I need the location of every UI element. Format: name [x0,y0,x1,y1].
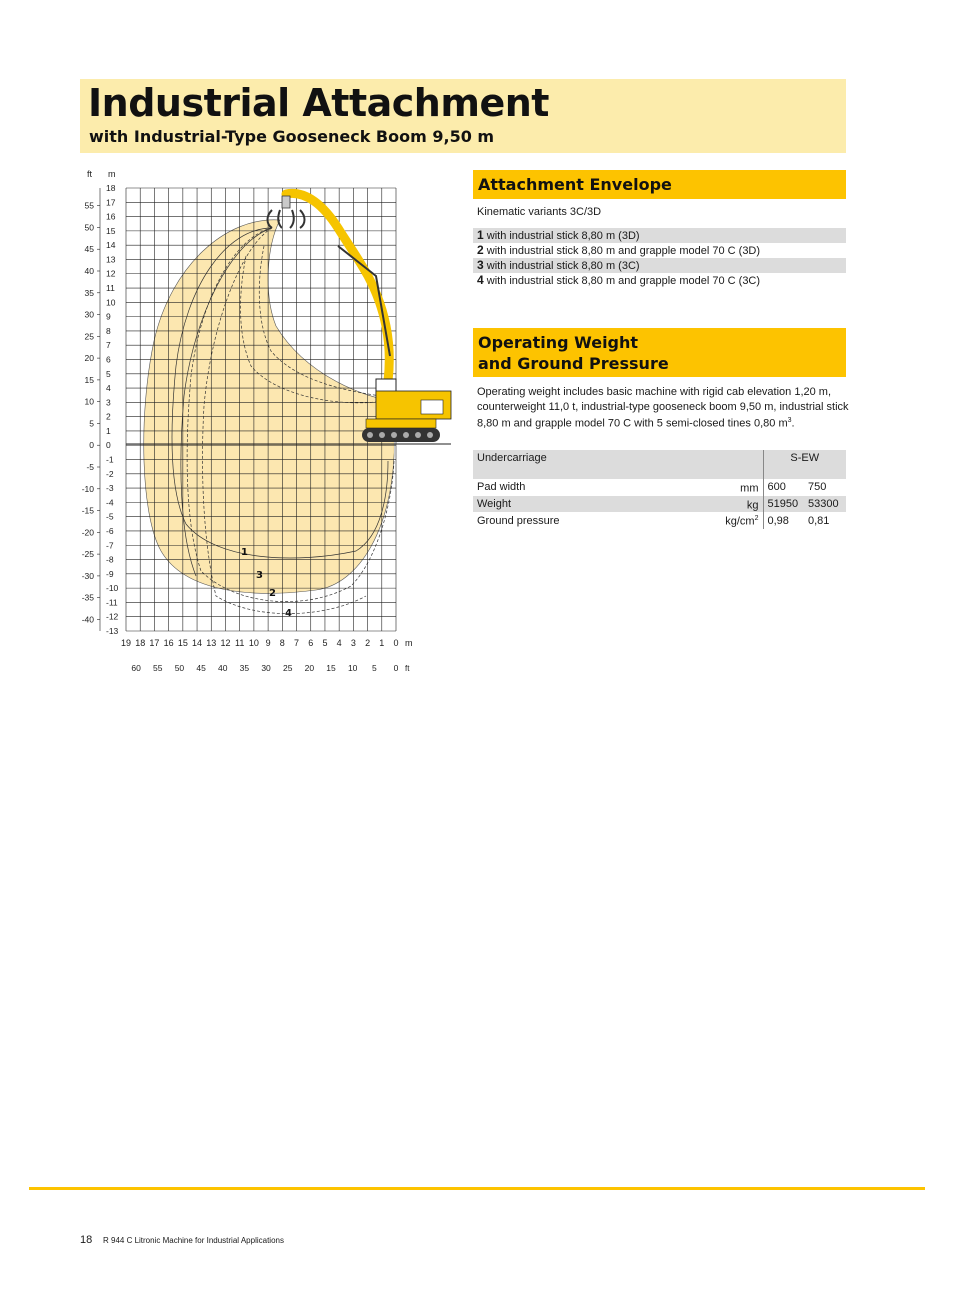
kinematic-variants-note: Kinematic variants 3C/3D [477,206,602,218]
y-tick-label-m: 10 [106,297,116,308]
y-tick-label-ft: 15 [84,374,94,385]
page-subtitle: with Industrial-Type Gooseneck Boom 9,50 m [89,127,495,146]
x-tick-label-m: 8 [279,638,285,648]
y-tick-label-ft: -30 [81,570,94,581]
y-tick-label-m: -12 [106,611,119,622]
x-tick-label-m: 6 [308,638,314,648]
curve-label-2: 2 [269,588,276,599]
table-header-row: Undercarriage S-EW [473,450,846,479]
list-item: 1 with industrial stick 8,80 m (3D) [473,228,846,243]
y-tick-label-m: 4 [106,383,111,394]
x-tick-label-ft: 40 [218,663,228,673]
x-tick-label-m: 15 [177,638,188,648]
unit-label-m-left: m [108,169,116,179]
x-tick-label-m: 11 [235,638,245,648]
x-tick-label-m: 0 [393,638,399,648]
y-tick-label-m: -11 [106,597,118,608]
x-tick-label-ft: 50 [174,663,185,673]
y-tick-label-ft: 10 [84,396,94,407]
y-tick-label-ft: 20 [84,353,94,364]
y-tick-label-m: -5 [106,511,114,522]
title-band [80,79,846,153]
x-tick-label-m: 1 [379,638,385,648]
x-tick-label-m: 12 [220,638,231,648]
x-tick-label-m: 13 [206,638,217,648]
x-tick-label-m: 7 [294,638,300,648]
y-tick-label-m: 3 [106,397,111,408]
x-tick-label-m: 14 [192,638,203,648]
y-tick-label-ft: -5 [86,462,94,473]
y-tick-label-ft: 50 [84,222,94,233]
page-number: 18 [80,1234,93,1246]
attachment-envelope-heading: Attachment Envelope [473,170,846,199]
y-tick-label-m: 2 [106,411,111,422]
y-tick-label-m: 16 [106,211,116,222]
y-tick-label-m: -9 [106,568,114,579]
x-tick-label-m: 5 [322,638,328,648]
y-tick-label-m: 14 [106,240,116,251]
table-row: Pad width mm 600 750 [473,479,846,496]
y-tick-label-ft: -10 [81,483,94,494]
x-tick-label-m: 4 [336,638,342,648]
y-tick-label-ft: 5 [89,418,94,429]
y-tick-label-m: -2 [106,468,114,479]
y-tick-label-ft: 30 [84,309,94,320]
y-tick-label-ft: -25 [81,549,94,560]
y-axis-meters [106,183,119,636]
x-tick-label-ft: 0 [393,663,399,673]
y-tick-label-m: 13 [106,254,116,265]
x-tick-label-ft: 10 [347,663,358,673]
y-tick-label-ft: -20 [81,527,94,538]
x-tick-label-ft: 15 [326,663,336,673]
list-item: 2 with industrial stick 8,80 m and grapple model 70 C (3D) [477,243,761,257]
y-axis-feet [82,188,100,631]
y-tick-label-m: -4 [106,497,114,508]
y-tick-label-ft: 55 [84,200,94,211]
y-tick-label-m: 12 [106,268,116,279]
operating-weight-heading: Operating Weight and Ground Pressure [473,328,846,377]
x-tick-label-m: 2 [365,638,371,648]
x-tick-label-ft: 45 [196,663,206,673]
y-tick-label-ft: -35 [81,592,94,603]
reach-envelope [144,220,394,594]
x-tick-label-ft: 20 [304,663,315,673]
x-tick-label-ft: 25 [282,663,293,673]
y-tick-label-m: -6 [106,525,114,536]
y-tick-label-m: 15 [106,225,116,236]
footer-rule [29,1187,925,1190]
y-tick-label-ft: -15 [81,505,94,516]
y-tick-label-m: 11 [106,283,115,294]
table-row: Ground pressure $kg/cm^2$ 0,98 0,81 [473,512,846,529]
x-tick-label-m: 10 [248,638,259,648]
y-tick-label-ft: 40 [84,265,94,276]
x-tick-label-ft: 35 [239,663,250,673]
y-tick-label-m: -7 [106,540,114,551]
x-tick-label-ft: 30 [261,663,271,673]
x-tick-label-ft: 55 [153,663,163,673]
list-item: 4 with industrial stick 8,80 m and grapple model 70 C (3C) [477,273,761,287]
y-tick-label-m: -13 [106,626,119,636]
x-tick-label-m: 17 [149,638,160,648]
unit-label-m-bottom: m [405,638,413,648]
y-tick-label-ft: 35 [84,287,94,298]
y-tick-label-ft: 0 [89,440,94,451]
y-tick-label-m: 1 [106,425,111,436]
attachment-variants-list [473,228,846,288]
working-range-diagram [76,166,456,681]
x-axis-feet [131,663,398,673]
x-tick-label-ft: 60 [131,663,141,673]
operating-weight-description: Operating weight includes basic machine with rigid cab elevation 1,20 m, counterweight 11,0 t, industrial-type gooseneck boom 9,50 m, industrial stick 8,80 m and grapple model 70 C with 5 semi-closed tines 0,80 $m^3$. [477,386,849,430]
y-tick-label-m: 5 [106,368,111,379]
y-tick-label-m: 7 [106,340,111,351]
x-axis-meters [121,638,399,648]
unit-label-ft-left: ft [87,169,93,179]
y-tick-label-m: 17 [106,197,116,208]
curve-label-4: 4 [285,608,292,619]
y-tick-label-m: 18 [106,183,116,193]
y-tick-label-m: 6 [106,354,111,365]
ground-pressure-table [473,450,846,529]
page-title: Industrial Attachment [88,81,549,125]
y-tick-label-ft: 25 [84,331,94,342]
y-tick-label-m: 9 [106,311,111,322]
y-tick-label-m: 8 [106,325,111,336]
x-tick-label-m: 16 [163,638,174,648]
x-tick-label-m: 9 [265,638,271,648]
y-tick-label-m: -10 [106,583,119,594]
x-tick-label-ft: 5 [371,663,377,673]
unit-label-ft-bottom: ft [405,664,410,673]
y-tick-label-m: -8 [106,554,114,565]
y-tick-label-m: 0 [106,440,111,451]
curve-label-3: 3 [256,570,263,581]
x-tick-label-m: 19 [120,638,132,648]
x-tick-label-m: 18 [135,638,146,648]
y-tick-label-m: -1 [106,454,114,465]
table-row: Weight kg 51950 53300 [473,496,846,513]
y-tick-label-ft: -40 [81,614,94,625]
x-tick-label-m: 3 [350,638,356,648]
y-tick-label-ft: 45 [84,244,94,255]
curve-label-1: 1 [241,547,248,558]
y-tick-label-m: -3 [106,483,114,494]
list-item: 3 with industrial stick 8,80 m (3C) [473,258,846,273]
footer-text: R 944 C Litronic Machine for Industrial Applications [103,1236,284,1245]
